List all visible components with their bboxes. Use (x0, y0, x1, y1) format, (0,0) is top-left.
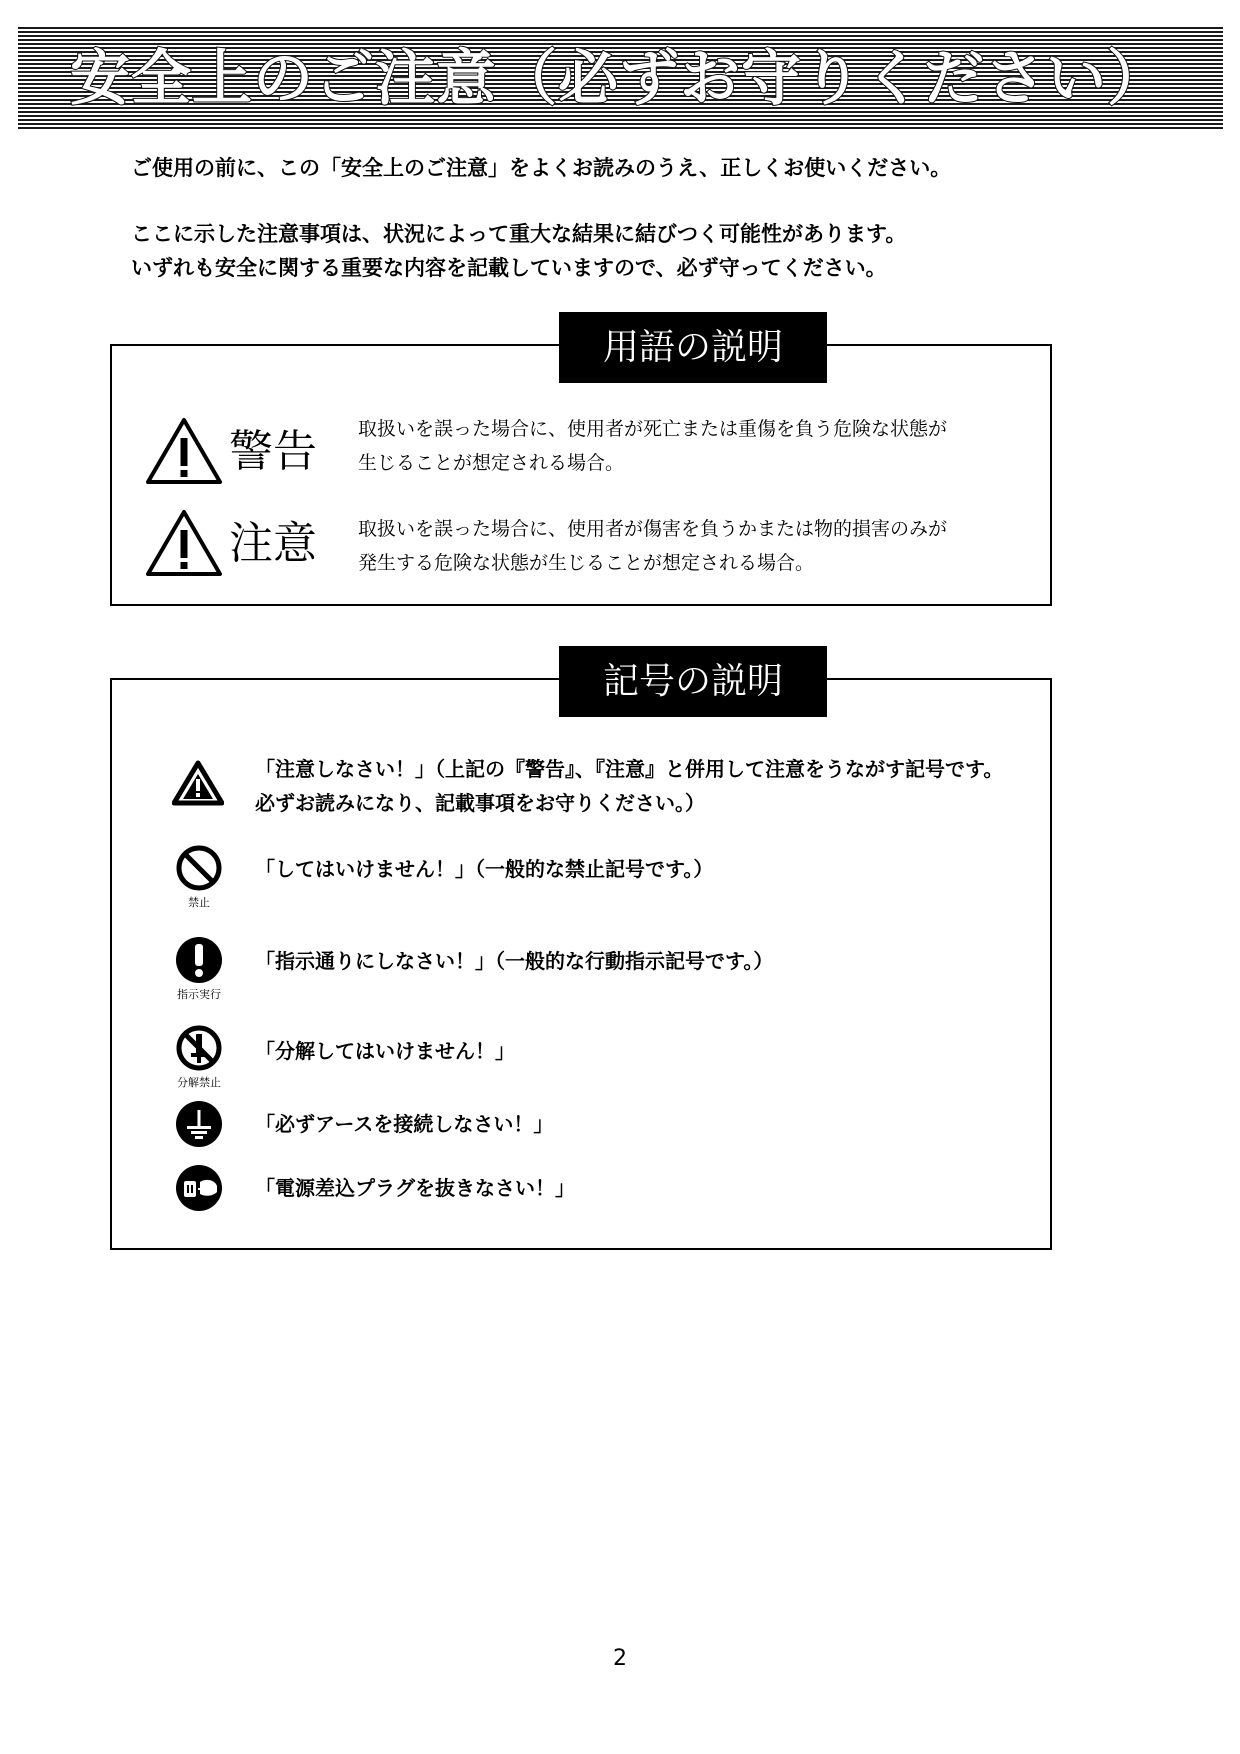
intro-line-1: ご使用の前に、この「安全上のご注意」をよくお読みのうえ、正しくお使いください。 (131, 156, 952, 180)
term-desc-caution-line-2: 発生する危険な状態が生じることが想定される場合。 (358, 552, 815, 574)
warning-triangle-icon (144, 508, 224, 578)
terms-heading: 用語の説明 (559, 312, 827, 383)
symbol-text-unplug: 「電源差込プラグを抜きなさい！」 (255, 1176, 575, 1200)
page-title: 安全上のご注意（必ずお守りください） (70, 44, 1168, 114)
term-desc-warning-line-1: 取扱いを誤った場合に、使用者が死亡または重傷を負う危険な状態が (358, 418, 948, 440)
term-desc-warning (358, 412, 1038, 480)
symbol-text-ground: 「必ずアースを接続しなさい！」 (255, 1112, 554, 1136)
symbol-text-caution-line-1: 「注意しなさい！」（上記の『警告』、『注意』と併用して注意をうながす記号です。 (255, 757, 1004, 781)
warning-triangle-icon (144, 416, 224, 486)
term-label-caution: 注意 (229, 518, 317, 569)
term-desc-caution (358, 512, 1038, 580)
terms-box (110, 327, 1052, 606)
term-desc-caution-line-1: 取扱いを誤った場合に、使用者が傷害を負うかまたは物的損害のみが (358, 518, 948, 540)
unplug-icon (175, 1164, 223, 1212)
symbol-caption-prohibition: 禁止 (188, 896, 210, 909)
symbol-text-no-disassembly: 「分解してはいけません！」 (255, 1039, 515, 1063)
prohibition-icon (175, 844, 223, 892)
symbols-box (110, 661, 1052, 1250)
symbols-heading: 記号の説明 (559, 646, 827, 717)
ground-connection-icon (175, 1100, 223, 1148)
symbol-text-prohibition: 「してはいけません！」（一般的な禁止記号です。） (255, 857, 714, 881)
symbol-text-mandatory: 「指示通りにしなさい！」（一般的な行動指示記号です。） (255, 949, 774, 973)
symbol-caption-no-disassembly: 分解禁止 (177, 1076, 221, 1089)
symbol-text-caution-line-2: 必ずお読みになり、記載事項をお守りください。） (255, 791, 705, 815)
mandatory-action-icon (175, 936, 223, 984)
caution-triangle-icon (172, 760, 224, 806)
term-label-warning: 警告 (229, 426, 317, 477)
title-banner (18, 27, 1223, 131)
intro-line-2: ここに示した注意事項は、状況によって重大な結果に結びつく可能性があります。 (131, 222, 907, 246)
no-disassembly-icon (175, 1024, 223, 1072)
page-number: 2 (613, 1646, 627, 1671)
term-desc-warning-line-2: 生じることが想定される場合。 (358, 452, 625, 474)
symbol-caption-mandatory: 指示実行 (177, 988, 221, 1001)
intro-line-3: いずれも安全に関する重要な内容を記載していますので、必ず守ってください。 (131, 256, 887, 280)
